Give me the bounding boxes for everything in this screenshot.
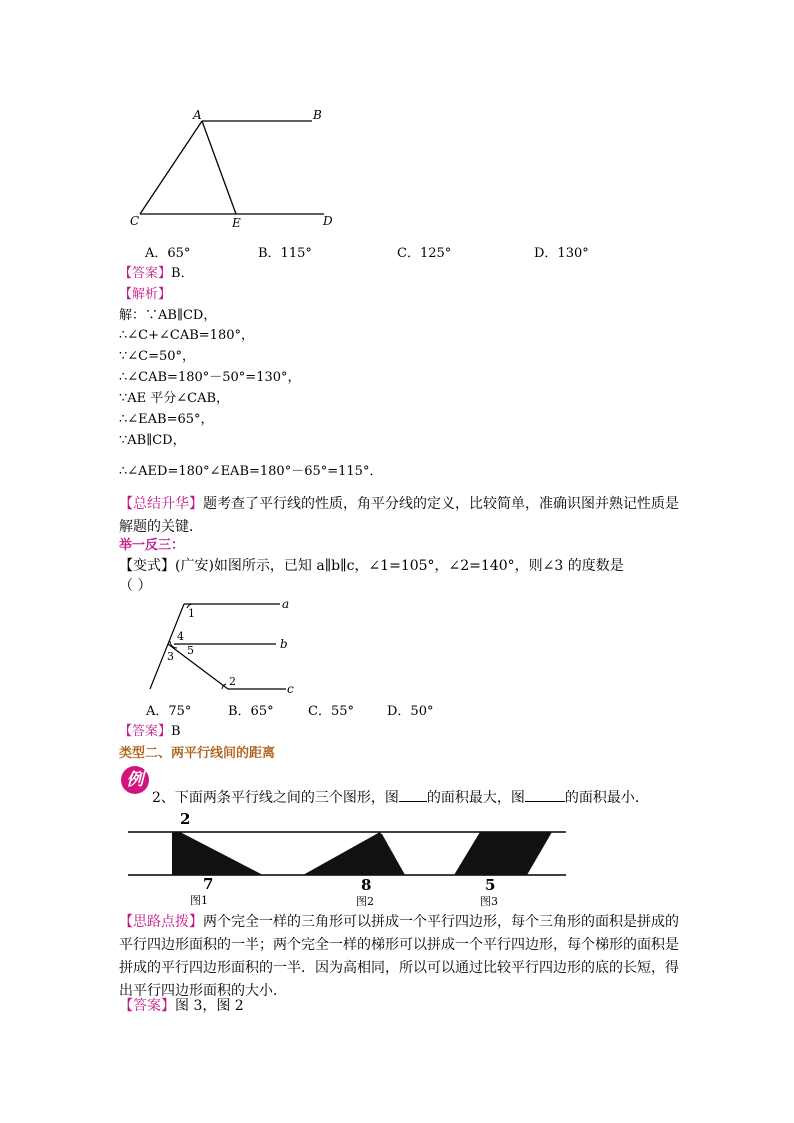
shape-parallelogram-3 bbox=[454, 832, 552, 875]
angle-label-2: 2 bbox=[229, 675, 236, 688]
option-b: B．115° bbox=[258, 246, 312, 261]
angle-label-3: 3 bbox=[167, 650, 174, 663]
line-label-c: c bbox=[287, 682, 294, 696]
hint-line-2: 平行四边形面积的一半；两个完全一样的梯形可以拼成一个平行四边形，每个梯形的面积是 bbox=[119, 937, 679, 953]
point-label-a: A bbox=[193, 108, 202, 122]
figure-caption-3: 图3 bbox=[480, 895, 498, 908]
blank-1 bbox=[399, 787, 427, 802]
solution-line-5: ∵AE 平分∠CAB， bbox=[119, 391, 230, 406]
variant-tag: 【变式】 bbox=[119, 558, 175, 574]
hint-line-4: 出平行四边形面积的大小． bbox=[119, 983, 287, 999]
option-a: A．65° bbox=[145, 246, 191, 261]
summary-line-1: 【总结升华】题考查了平行线的性质，角平分线的定义，比较简单，准确识图并熟记性质是 bbox=[119, 496, 679, 512]
answer-2 bbox=[119, 722, 181, 742]
answer-text: B． bbox=[171, 266, 194, 281]
option-d: D．130° bbox=[534, 246, 589, 261]
section-heading-type2: 类型二、两平行线间的距离 bbox=[119, 746, 276, 761]
point-label-d: D bbox=[323, 214, 333, 228]
option-c: C．55° bbox=[308, 704, 354, 719]
example-2-question: 2、下面两条平行线之间的三个图形，图 的面积最大，图 的面积最小． bbox=[152, 786, 649, 810]
point-label-c: C bbox=[130, 214, 140, 228]
line-label-b: b bbox=[280, 637, 288, 651]
option-a: A．75° bbox=[146, 704, 192, 719]
figure-caption-1: 图1 bbox=[190, 894, 208, 907]
angle-label-1: 1 bbox=[188, 607, 195, 620]
line-label-a: a bbox=[282, 597, 290, 611]
option-c: C．125° bbox=[397, 246, 452, 261]
answer-tag: 【答案】 bbox=[119, 724, 172, 739]
answer-3 bbox=[119, 994, 244, 1018]
solution-line-1: 解：∵AB∥CD， bbox=[119, 308, 217, 323]
hint-tag: 【思路点拨】 bbox=[119, 914, 203, 930]
variant-line-2: （ ） bbox=[119, 578, 152, 594]
blank-2 bbox=[525, 787, 565, 802]
figure-caption-2: 图2 bbox=[356, 895, 374, 908]
shape-number-2: 8 bbox=[361, 876, 372, 894]
shape-number-3: 5 bbox=[485, 876, 496, 894]
solution-line-6: ∴∠EAB=65°， bbox=[119, 412, 214, 427]
solution-line-8: ∴∠AED=180°∠EAB=180°－65°=115°． bbox=[119, 464, 383, 479]
figure-three-shapes bbox=[120, 826, 570, 882]
solution-line-3: ∵∠C=50°， bbox=[119, 349, 196, 364]
summary-tag: 【总结升华】 bbox=[119, 496, 203, 512]
option-d: D．50° bbox=[387, 704, 434, 719]
shape-number-top: 2 bbox=[180, 810, 191, 828]
hint-line-1: 【思路点拨】两个完全一样的三角形可以拼成一个平行四边形，每个三角形的面积是拼成的 bbox=[119, 914, 679, 930]
variant-line-1: 【变式】(广安)如图所示，已知 a∥b∥c，∠1=105°，∠2=140°，则∠3 的度数是 bbox=[119, 558, 624, 574]
hint-line-3: 拼成的平行四边形面积的一半．因为高相同，所以可以通过比较平行四边形的底的长短，得 bbox=[119, 960, 679, 976]
answer-tag: 【答案】 bbox=[119, 266, 172, 281]
example-badge: 例 bbox=[121, 766, 149, 794]
solution-line-7: ∵AB∥CD， bbox=[119, 433, 186, 448]
shape-triangle-1 bbox=[172, 832, 263, 875]
answer-1 bbox=[119, 264, 194, 284]
angle-label-5: 5 bbox=[187, 644, 194, 657]
option-b: B．65° bbox=[228, 704, 274, 719]
point-label-e: E bbox=[232, 216, 241, 230]
solution-line-4: ∴∠CAB=180°－50°=130°， bbox=[119, 370, 301, 385]
solution-line-2: ∴∠C+∠CAB=180°， bbox=[119, 328, 254, 343]
summary-line-2: 解题的关键． bbox=[119, 519, 203, 535]
practice-heading: 举一反三： bbox=[119, 538, 185, 553]
answer-text: 图 3，图 2 bbox=[175, 998, 244, 1014]
angle-label-4: 4 bbox=[177, 630, 184, 643]
analysis-tag: 【解析】 bbox=[119, 287, 172, 302]
shape-number-1: 7 bbox=[203, 875, 214, 893]
answer-tag: 【答案】 bbox=[119, 998, 175, 1014]
answer-text: B bbox=[171, 724, 181, 739]
point-label-b: B bbox=[313, 108, 322, 122]
